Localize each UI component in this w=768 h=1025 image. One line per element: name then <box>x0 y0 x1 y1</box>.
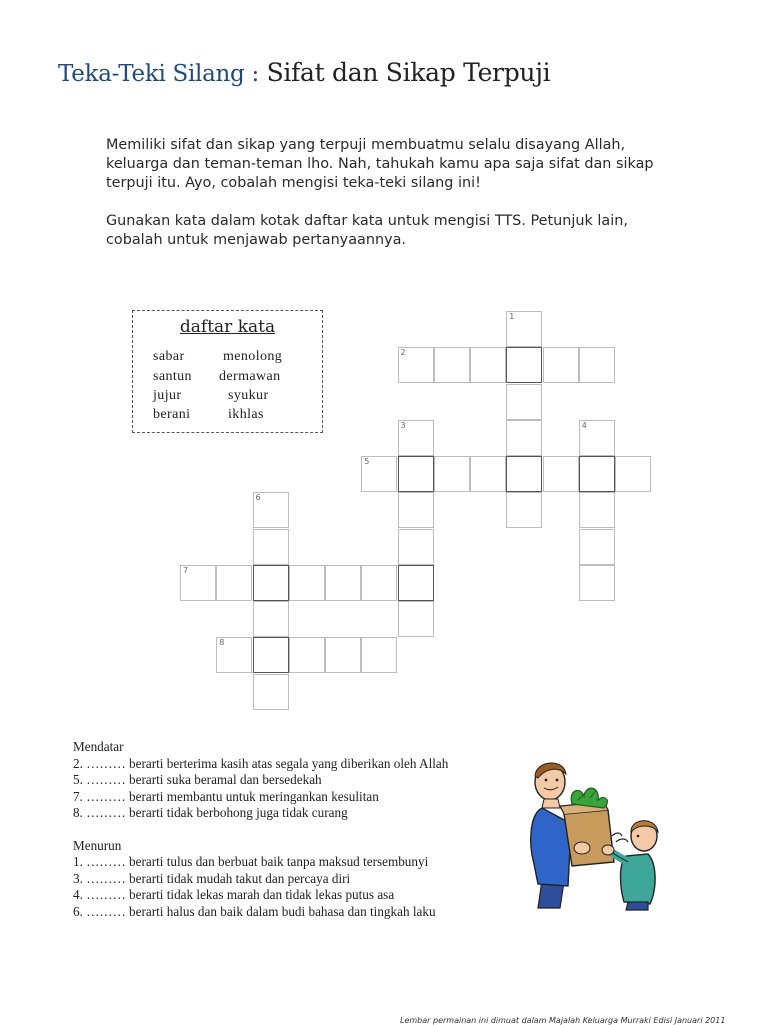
word-item: menolong <box>223 349 283 364</box>
crossword-cell[interactable] <box>253 637 289 673</box>
word-item: ikhlas <box>228 407 264 422</box>
crossword-cell[interactable] <box>506 384 542 420</box>
clue-across: 7. ……… berarti membantu untuk meringankan kesulitan <box>73 788 379 804</box>
crossword-cell[interactable] <box>216 637 252 673</box>
clue-across: 2. ……… berarti berterima kasih atas segala yang diberikan oleh Allah <box>73 755 449 771</box>
title-prefix: Teka-Teki Silang : <box>58 61 259 87</box>
crossword-cell[interactable] <box>506 311 542 347</box>
crossword-cell[interactable] <box>253 492 289 528</box>
crossword-clue-number: 2 <box>400 348 406 358</box>
crossword-cell[interactable] <box>325 637 361 673</box>
crossword-cell[interactable] <box>325 565 361 601</box>
clue-down: 4. ……… berarti tidak lekas marah dan tidak lekas putus asa <box>73 887 395 902</box>
crossword-clue-number: 1 <box>509 312 515 321</box>
clue-down: 1. ……… berarti tulus dan berbuat baik tanpa maksud tersembunyi <box>73 854 429 869</box>
crossword-cell[interactable] <box>361 565 397 601</box>
crossword-cell[interactable] <box>470 347 506 383</box>
crossword-cell[interactable] <box>579 347 615 383</box>
crossword-clue-number: 6 <box>255 493 261 503</box>
crossword-cell[interactable] <box>361 637 397 673</box>
title-main: Sifat dan Sikap Terpuji <box>266 58 551 87</box>
crossword-clue-number: 8 <box>219 638 225 648</box>
clues-across-title: Mendatar <box>73 739 124 754</box>
crossword-cell[interactable] <box>579 420 615 456</box>
crossword-cell[interactable] <box>398 492 434 528</box>
crossword-cell[interactable] <box>579 529 615 565</box>
clue-down: 3. ……… berarti tidak mudah takut dan percaya diri <box>73 870 351 886</box>
crossword-cell[interactable] <box>506 492 542 528</box>
crossword-cell[interactable] <box>615 456 651 492</box>
crossword-cell[interactable] <box>579 492 615 528</box>
page-title <box>58 58 550 87</box>
crossword-cell[interactable] <box>180 565 216 601</box>
crossword-cell[interactable] <box>289 565 325 601</box>
footer-note: Lembar permainan ini dimuat dalam Majalah Keluarga Murraki Edisi Januari 2011 <box>400 1016 726 1025</box>
word-item: sabar <box>153 349 185 364</box>
word-item: jujur <box>153 388 182 403</box>
intro-paragraph-2: Gunakan kata dalam kotak daftar kata untuk mengisi TTS. Petunjuk lain, cobalah untuk menjawab pertanyaannya. <box>106 213 628 248</box>
crossword-cell[interactable] <box>434 347 470 383</box>
crossword-cell[interactable] <box>398 456 434 492</box>
crossword-cell[interactable] <box>506 420 542 456</box>
word-list-title: daftar kata <box>179 317 276 337</box>
intro-text <box>106 136 666 250</box>
crossword-clue-number: 3 <box>400 420 406 430</box>
crossword-cell[interactable] <box>253 529 289 565</box>
crossword-cell[interactable] <box>543 456 579 492</box>
clue-down: 6. ……… berarti halus dan baik dalam budi bahasa dan tingkah laku <box>73 903 436 919</box>
clue-across: 5. ……… berarti suka beramal dan bersedekah <box>73 772 322 787</box>
crossword-cell[interactable] <box>289 637 325 673</box>
crossword-cell[interactable] <box>253 601 289 637</box>
crossword-cell[interactable] <box>216 565 252 601</box>
crossword-clue-number: 7 <box>183 565 189 575</box>
crossword-cell[interactable] <box>398 529 434 565</box>
crossword-cell[interactable] <box>398 565 434 601</box>
crossword-cell[interactable] <box>253 674 289 710</box>
word-item: santun <box>153 369 192 384</box>
word-item: berani <box>153 407 191 422</box>
father-child-illustration <box>520 752 680 912</box>
crossword-cell[interactable] <box>253 565 289 601</box>
crossword-cell[interactable] <box>506 456 542 492</box>
crossword-cell[interactable] <box>398 601 434 637</box>
word-list-box <box>132 310 323 433</box>
crossword-cell[interactable] <box>398 347 434 383</box>
clue-across: 8. ……… berarti tidak berbohong juga tidak curang <box>73 805 348 820</box>
crossword-cell[interactable] <box>470 456 506 492</box>
crossword-clue-number: 4 <box>581 420 587 430</box>
crossword-clue-number: 5 <box>364 457 370 466</box>
word-item: syukur <box>228 388 269 403</box>
crossword-cell[interactable] <box>579 565 615 601</box>
word-item: dermawan <box>219 369 281 384</box>
clues-section <box>73 739 513 920</box>
clues-down-title: Menurun <box>73 837 122 853</box>
crossword-cell[interactable] <box>398 420 434 456</box>
crossword-cell[interactable] <box>506 347 542 383</box>
intro-paragraph-1: Memiliki sifat dan sikap yang terpuji membuatmu selalu disayang Allah, keluarga dan teman-teman lho. Nah, tahukah kamu apa saja sifat dan sikap terpuji itu. Ayo, cobalah mengisi teka-teki silang ini! <box>106 137 654 191</box>
crossword-cell[interactable] <box>434 456 470 492</box>
crossword-cell[interactable] <box>361 456 397 492</box>
crossword-cell[interactable] <box>579 456 615 492</box>
crossword-cell[interactable] <box>543 347 579 383</box>
